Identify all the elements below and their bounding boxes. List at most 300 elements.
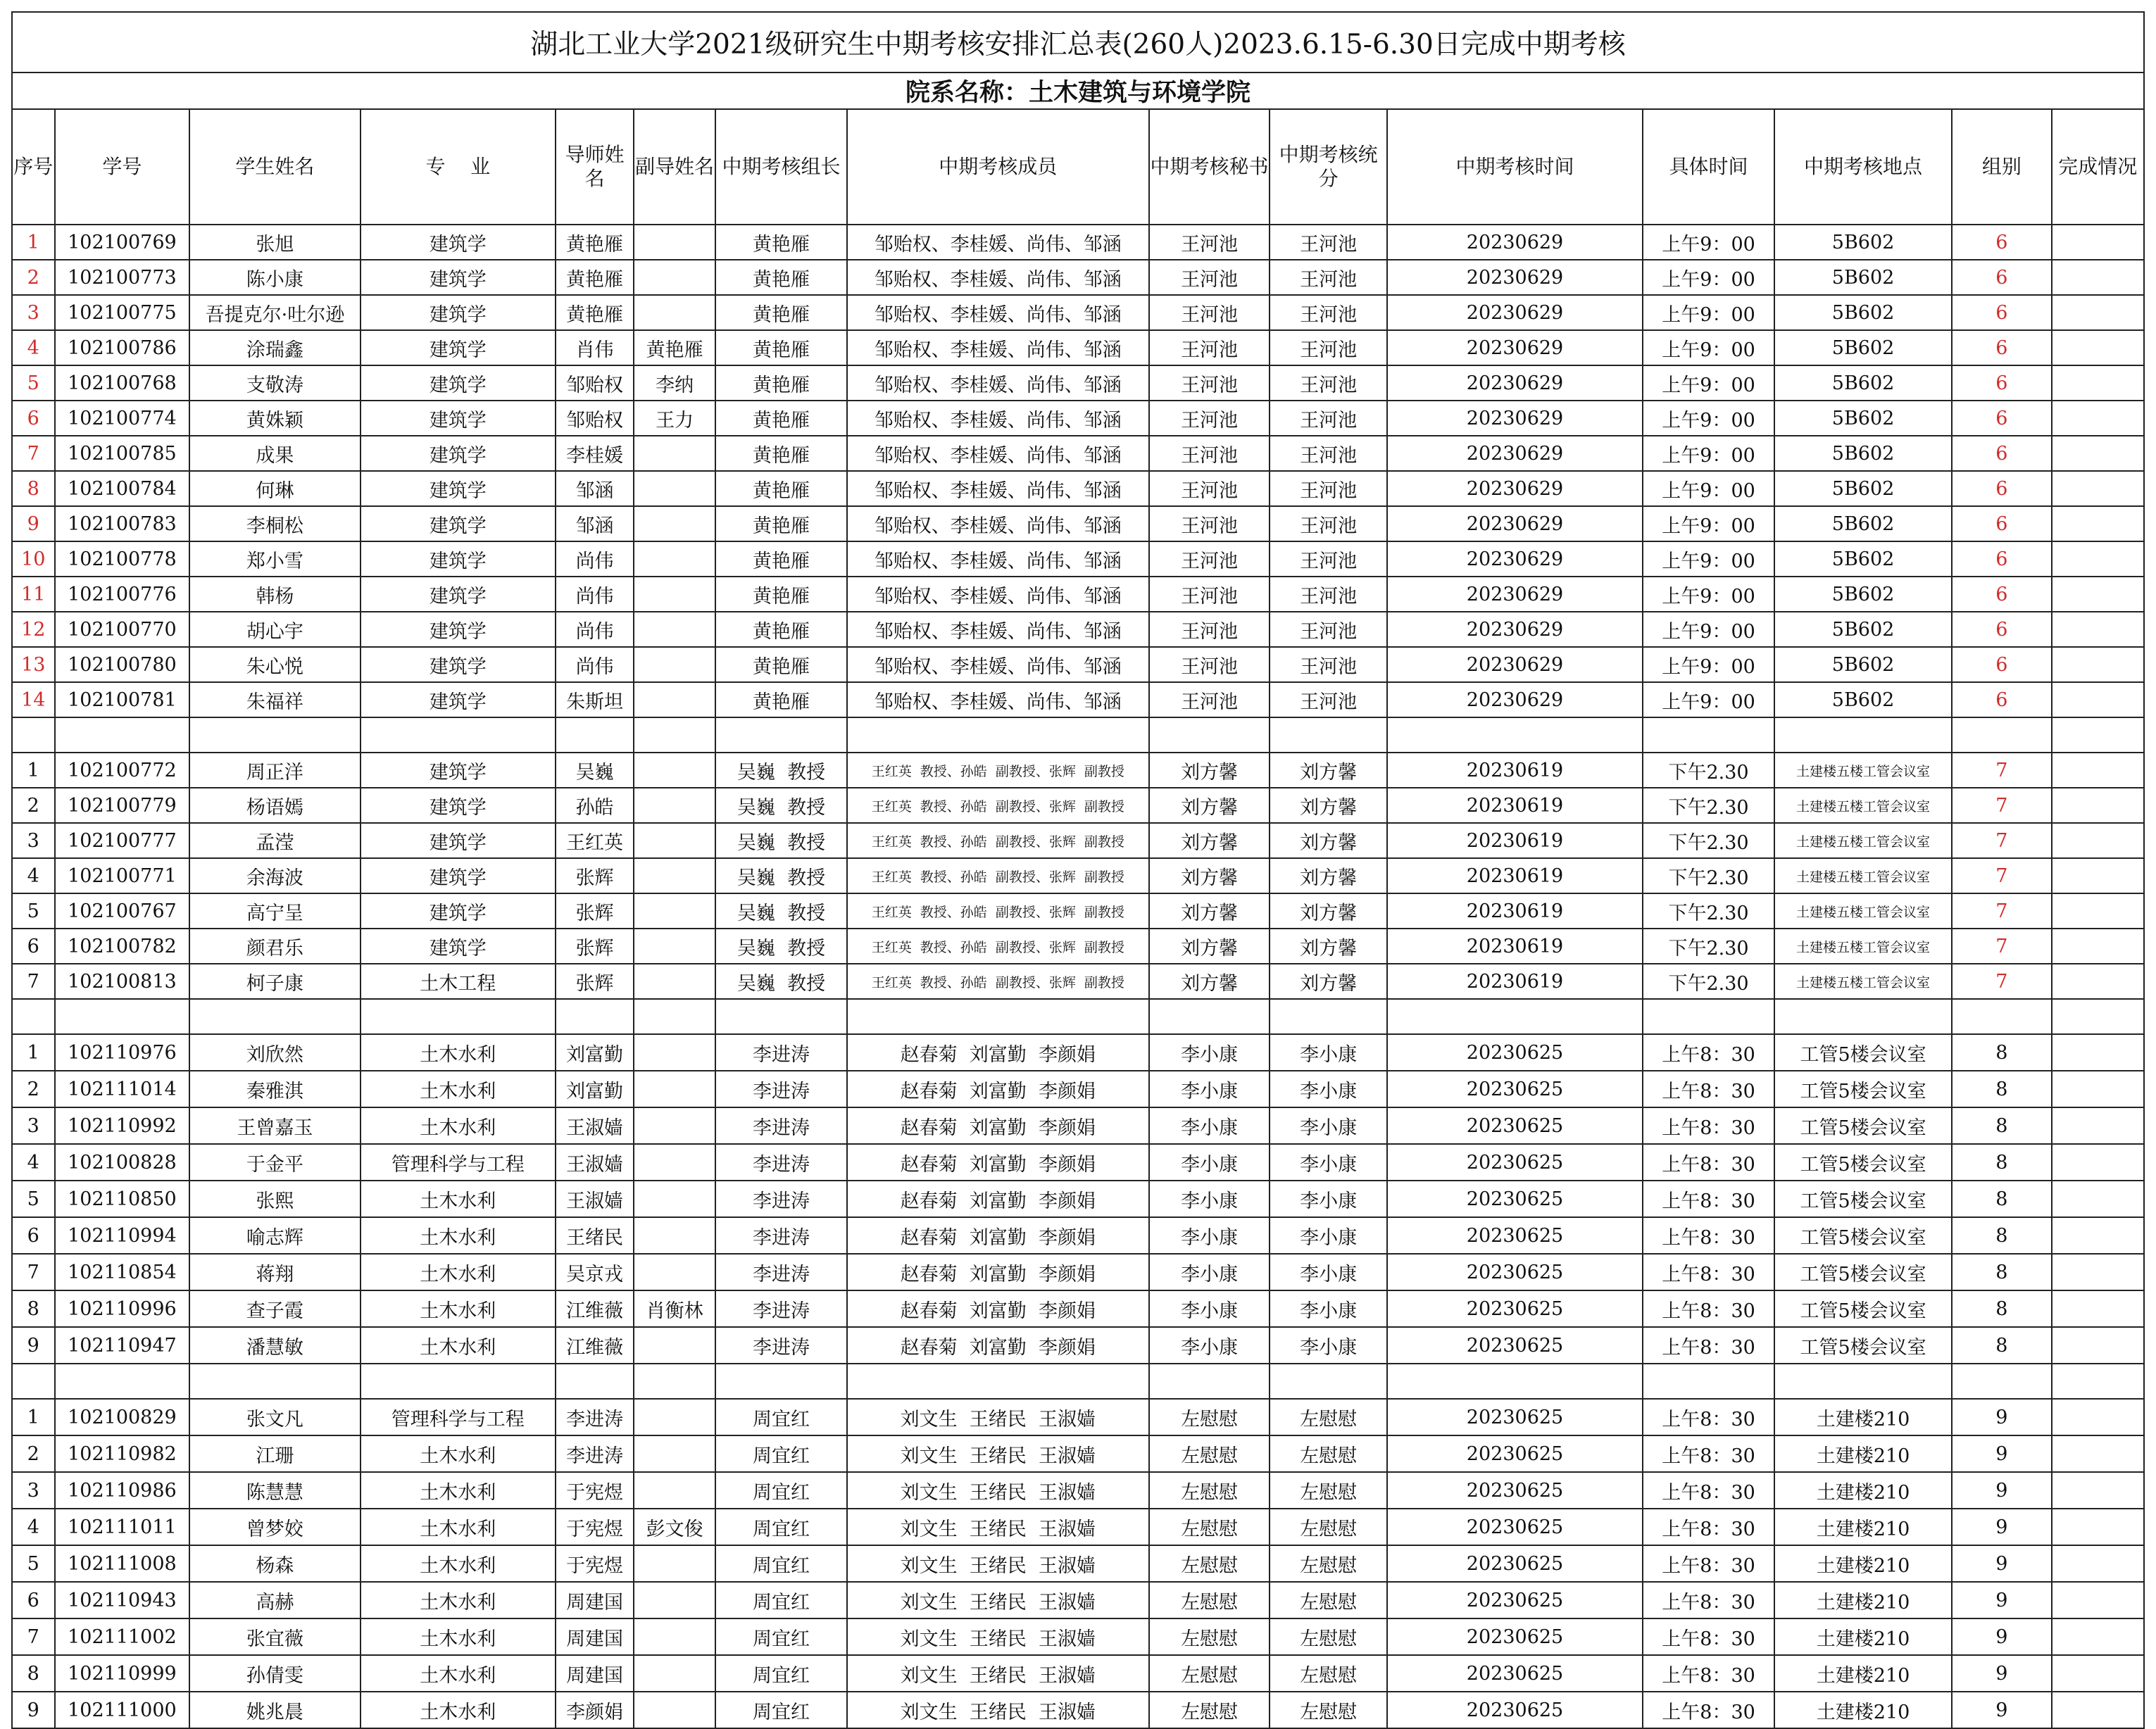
- members-cell: 刘文生 王绪民 王淑嫱: [847, 1618, 1149, 1655]
- table-row: [12, 1290, 2144, 1327]
- major-cell: 土木水利: [361, 1181, 556, 1217]
- secretary-cell: 左慰慰: [1149, 1618, 1270, 1655]
- time-cell: 上午8：30: [1643, 1181, 1774, 1217]
- date-cell: 20230625: [1387, 1582, 1643, 1618]
- table-row: [12, 647, 2144, 682]
- members-cell: 刘文生 王绪民 王淑嫱: [847, 1509, 1149, 1545]
- status-cell: [2052, 1435, 2145, 1472]
- time-cell: 下午2.30: [1643, 788, 1774, 823]
- student-name-cell: 孟滢: [189, 823, 360, 858]
- place-cell: 5B602: [1774, 471, 1952, 506]
- co-advisor-cell: [634, 929, 715, 964]
- status-cell: [2052, 1472, 2145, 1509]
- leader-cell: 周宜红: [715, 1509, 847, 1545]
- members-cell: 邹贻权、李桂媛、尚伟、邹涵: [847, 541, 1149, 577]
- seq-cell: 7: [12, 1254, 55, 1290]
- student-id-cell: 102100772: [55, 753, 190, 788]
- members-cell: 王红英 教授、孙皓 副教授、张辉 副教授: [847, 788, 1149, 823]
- secretary-cell: 王河池: [1149, 436, 1270, 471]
- student-id-cell: 102100828: [55, 1144, 190, 1181]
- table-row: [12, 929, 2144, 964]
- scorer-cell: 王河池: [1270, 295, 1387, 330]
- student-name-cell: 韩杨: [189, 577, 360, 612]
- student-id-cell: 102100777: [55, 823, 190, 858]
- major-cell: 土木水利: [361, 1034, 556, 1071]
- student-id-cell: 102100779: [55, 788, 190, 823]
- co-advisor-cell: [634, 893, 715, 929]
- group-cell: 8: [1952, 1290, 2051, 1327]
- major-cell: 土木水利: [361, 1107, 556, 1144]
- advisor-cell: 于宪煜: [556, 1545, 634, 1582]
- status-cell: [2052, 1692, 2145, 1728]
- group-cell: 7: [1952, 823, 2051, 858]
- advisor-cell: 王绪民: [556, 1217, 634, 1254]
- seq-cell: 3: [12, 1107, 55, 1144]
- co-advisor-cell: [634, 1071, 715, 1107]
- student-name-cell: 高赫: [189, 1582, 360, 1618]
- student-name-cell: 支敬涛: [189, 365, 360, 401]
- members-cell: 邹贻权、李桂媛、尚伟、邹涵: [847, 682, 1149, 717]
- seq-cell: 6: [12, 1217, 55, 1254]
- leader-cell: 李进涛: [715, 1107, 847, 1144]
- co-advisor-cell: [634, 1655, 715, 1692]
- time-cell: 下午2.30: [1643, 858, 1774, 893]
- empty-cell: [361, 1364, 556, 1399]
- major-cell: 建筑学: [361, 682, 556, 717]
- leader-cell: 李进涛: [715, 1327, 847, 1364]
- time-cell: 上午8：30: [1643, 1327, 1774, 1364]
- seq-cell: 1: [12, 225, 55, 260]
- major-cell: 建筑学: [361, 365, 556, 401]
- status-cell: [2052, 1655, 2145, 1692]
- status-cell: [2052, 225, 2145, 260]
- table-row: [12, 330, 2144, 365]
- co-advisor-cell: [634, 964, 715, 999]
- scorer-cell: 王河池: [1270, 541, 1387, 577]
- group-cell: 8: [1952, 1181, 2051, 1217]
- scorer-cell: 左慰慰: [1270, 1582, 1387, 1618]
- date-cell: 20230625: [1387, 1290, 1643, 1327]
- leader-cell: 黄艳雁: [715, 577, 847, 612]
- time-cell: 下午2.30: [1643, 929, 1774, 964]
- place-cell: 工管5楼会议室: [1774, 1217, 1952, 1254]
- student-id-cell: 102100774: [55, 401, 190, 436]
- spacer-row: [12, 999, 2144, 1034]
- secretary-cell: 李小康: [1149, 1144, 1270, 1181]
- time-cell: 上午8：30: [1643, 1217, 1774, 1254]
- empty-cell: [1270, 999, 1387, 1034]
- student-id-cell: 102111000: [55, 1692, 190, 1728]
- table-row: [12, 1254, 2144, 1290]
- advisor-cell: 周建国: [556, 1582, 634, 1618]
- scorer-cell: 李小康: [1270, 1034, 1387, 1071]
- time-cell: 上午9：00: [1643, 260, 1774, 295]
- advisor-cell: 邹涵: [556, 506, 634, 541]
- leader-cell: 黄艳雁: [715, 365, 847, 401]
- major-cell: 土木水利: [361, 1655, 556, 1692]
- date-cell: 20230619: [1387, 964, 1643, 999]
- empty-cell: [189, 717, 360, 753]
- place-cell: 土建楼210: [1774, 1509, 1952, 1545]
- secretary-cell: 王河池: [1149, 647, 1270, 682]
- place-cell: 土建楼210: [1774, 1435, 1952, 1472]
- group-cell: 7: [1952, 893, 2051, 929]
- advisor-cell: 黄艳雁: [556, 295, 634, 330]
- seq-cell: 8: [12, 1290, 55, 1327]
- co-advisor-cell: [634, 506, 715, 541]
- seq-cell: 11: [12, 577, 55, 612]
- status-cell: [2052, 1254, 2145, 1290]
- header-leader: 中期考核组长: [715, 109, 847, 225]
- leader-cell: 周宜红: [715, 1472, 847, 1509]
- secretary-cell: 王河池: [1149, 541, 1270, 577]
- student-name-cell: 高宁呈: [189, 893, 360, 929]
- date-cell: 20230625: [1387, 1509, 1643, 1545]
- leader-cell: 黄艳雁: [715, 612, 847, 647]
- seq-cell: 5: [12, 1181, 55, 1217]
- co-advisor-cell: [634, 1107, 715, 1144]
- date-cell: 20230625: [1387, 1472, 1643, 1509]
- major-cell: 建筑学: [361, 893, 556, 929]
- seq-cell: 9: [12, 1327, 55, 1364]
- time-cell: 上午9：00: [1643, 365, 1774, 401]
- status-cell: [2052, 260, 2145, 295]
- leader-cell: 黄艳雁: [715, 330, 847, 365]
- co-advisor-cell: 李纳: [634, 365, 715, 401]
- table-row: [12, 436, 2144, 471]
- place-cell: 工管5楼会议室: [1774, 1327, 1952, 1364]
- members-cell: 邹贻权、李桂媛、尚伟、邹涵: [847, 471, 1149, 506]
- scorer-cell: 刘方馨: [1270, 964, 1387, 999]
- leader-cell: 黄艳雁: [715, 506, 847, 541]
- secretary-cell: 左慰慰: [1149, 1472, 1270, 1509]
- spacer-row: [12, 1364, 2144, 1399]
- table-row: [12, 1692, 2144, 1728]
- student-id-cell: 102100769: [55, 225, 190, 260]
- date-cell: 20230625: [1387, 1217, 1643, 1254]
- time-cell: 上午9：00: [1643, 577, 1774, 612]
- place-cell: 5B602: [1774, 506, 1952, 541]
- advisor-cell: 张辉: [556, 893, 634, 929]
- date-cell: 20230625: [1387, 1618, 1643, 1655]
- table-row: [12, 1545, 2144, 1582]
- members-cell: 邹贻权、李桂媛、尚伟、邹涵: [847, 401, 1149, 436]
- secretary-cell: 左慰慰: [1149, 1545, 1270, 1582]
- empty-cell: [2052, 1364, 2145, 1399]
- secretary-cell: 刘方馨: [1149, 788, 1270, 823]
- scorer-cell: 左慰慰: [1270, 1618, 1387, 1655]
- members-cell: 刘文生 王绪民 王淑嫱: [847, 1399, 1149, 1435]
- co-advisor-cell: [634, 858, 715, 893]
- header-secretary: 中期考核秘书: [1149, 109, 1270, 225]
- group-cell: 7: [1952, 788, 2051, 823]
- student-id-cell: 102111014: [55, 1071, 190, 1107]
- advisor-cell: 王淑嫱: [556, 1144, 634, 1181]
- department-name: 院系名称：土木建筑与环境学院: [12, 73, 2144, 109]
- empty-cell: [1387, 1364, 1643, 1399]
- scorer-cell: 王河池: [1270, 401, 1387, 436]
- place-cell: 土建楼五楼工管会议室: [1774, 858, 1952, 893]
- group-cell: 6: [1952, 682, 2051, 717]
- student-name-cell: 吾提克尔·吐尔逊: [189, 295, 360, 330]
- scorer-cell: 李小康: [1270, 1217, 1387, 1254]
- empty-cell: [634, 999, 715, 1034]
- major-cell: 土木水利: [361, 1290, 556, 1327]
- scorer-cell: 王河池: [1270, 225, 1387, 260]
- empty-cell: [1952, 999, 2051, 1034]
- leader-cell: 黄艳雁: [715, 401, 847, 436]
- empty-cell: [715, 999, 847, 1034]
- secretary-cell: 刘方馨: [1149, 823, 1270, 858]
- group-cell: 6: [1952, 365, 2051, 401]
- empty-cell: [12, 717, 55, 753]
- place-cell: 工管5楼会议室: [1774, 1254, 1952, 1290]
- date-cell: 20230629: [1387, 330, 1643, 365]
- advisor-cell: 王淑嫱: [556, 1107, 634, 1144]
- seq-cell: 6: [12, 1582, 55, 1618]
- advisor-cell: 邹贻权: [556, 401, 634, 436]
- place-cell: 土建楼五楼工管会议室: [1774, 893, 1952, 929]
- advisor-cell: 张辉: [556, 929, 634, 964]
- major-cell: 建筑学: [361, 541, 556, 577]
- co-advisor-cell: [634, 1545, 715, 1582]
- co-advisor-cell: [634, 1144, 715, 1181]
- time-cell: 上午8：30: [1643, 1144, 1774, 1181]
- advisor-cell: 张辉: [556, 858, 634, 893]
- place-cell: 工管5楼会议室: [1774, 1181, 1952, 1217]
- time-cell: 上午8：30: [1643, 1655, 1774, 1692]
- leader-cell: 吴巍 教授: [715, 788, 847, 823]
- secretary-cell: 李小康: [1149, 1327, 1270, 1364]
- members-cell: 邹贻权、李桂媛、尚伟、邹涵: [847, 295, 1149, 330]
- scorer-cell: 左慰慰: [1270, 1655, 1387, 1692]
- schedule-table: [11, 11, 2145, 1729]
- table-row: [12, 1034, 2144, 1071]
- group-cell: 9: [1952, 1472, 2051, 1509]
- place-cell: 5B602: [1774, 295, 1952, 330]
- status-cell: [2052, 365, 2145, 401]
- student-name-cell: 江珊: [189, 1435, 360, 1472]
- major-cell: 建筑学: [361, 929, 556, 964]
- members-cell: 赵春菊 刘富勤 李颜娟: [847, 1217, 1149, 1254]
- advisor-cell: 于宪煜: [556, 1509, 634, 1545]
- secretary-cell: 王河池: [1149, 612, 1270, 647]
- table-row: [12, 893, 2144, 929]
- place-cell: 工管5楼会议室: [1774, 1107, 1952, 1144]
- empty-cell: [361, 999, 556, 1034]
- leader-cell: 周宜红: [715, 1545, 847, 1582]
- place-cell: 土建楼210: [1774, 1545, 1952, 1582]
- student-name-cell: 张旭: [189, 225, 360, 260]
- scorer-cell: 王河池: [1270, 647, 1387, 682]
- header-status: 完成情况: [2052, 109, 2145, 225]
- secretary-cell: 左慰慰: [1149, 1582, 1270, 1618]
- leader-cell: 吴巍 教授: [715, 893, 847, 929]
- place-cell: 土建楼210: [1774, 1692, 1952, 1728]
- empty-cell: [2052, 999, 2145, 1034]
- secretary-cell: 李小康: [1149, 1034, 1270, 1071]
- members-cell: 王红英 教授、孙皓 副教授、张辉 副教授: [847, 823, 1149, 858]
- table-row: [12, 1655, 2144, 1692]
- advisor-cell: 尚伟: [556, 612, 634, 647]
- empty-cell: [55, 999, 190, 1034]
- date-cell: 20230619: [1387, 858, 1643, 893]
- empty-cell: [361, 717, 556, 753]
- spreadsheet: [11, 11, 2145, 1729]
- table-row: [12, 1472, 2144, 1509]
- table-row: [12, 1327, 2144, 1364]
- status-cell: [2052, 823, 2145, 858]
- empty-cell: [1643, 999, 1774, 1034]
- group-cell: 9: [1952, 1435, 2051, 1472]
- leader-cell: 周宜红: [715, 1618, 847, 1655]
- members-cell: 刘文生 王绪民 王淑嫱: [847, 1655, 1149, 1692]
- members-cell: 赵春菊 刘富勤 李颜娟: [847, 1254, 1149, 1290]
- header-co-advisor: 副导姓名: [634, 109, 715, 225]
- date-cell: 20230625: [1387, 1435, 1643, 1472]
- empty-cell: [2052, 717, 2145, 753]
- co-advisor-cell: [634, 471, 715, 506]
- group-cell: 6: [1952, 260, 2051, 295]
- student-id-cell: 102100773: [55, 260, 190, 295]
- table-row: [12, 1107, 2144, 1144]
- members-cell: 刘文生 王绪民 王淑嫱: [847, 1545, 1149, 1582]
- time-cell: 上午8：30: [1643, 1254, 1774, 1290]
- empty-cell: [1270, 717, 1387, 753]
- co-advisor-cell: [634, 612, 715, 647]
- time-cell: 下午2.30: [1643, 823, 1774, 858]
- empty-cell: [1270, 1364, 1387, 1399]
- place-cell: 工管5楼会议室: [1774, 1071, 1952, 1107]
- time-cell: 下午2.30: [1643, 753, 1774, 788]
- advisor-cell: 王红英: [556, 823, 634, 858]
- empty-cell: [1774, 717, 1952, 753]
- group-cell: 7: [1952, 753, 2051, 788]
- page-title: 湖北工业大学2021级研究生中期考核安排汇总表(260人)2023.6.15-6.30日完成中期考核: [12, 12, 2144, 73]
- student-id-cell: 102110999: [55, 1655, 190, 1692]
- scorer-cell: 左慰慰: [1270, 1435, 1387, 1472]
- student-id-cell: 102100771: [55, 858, 190, 893]
- status-cell: [2052, 330, 2145, 365]
- leader-cell: 周宜红: [715, 1399, 847, 1435]
- scorer-cell: 李小康: [1270, 1290, 1387, 1327]
- status-cell: [2052, 1582, 2145, 1618]
- empty-cell: [556, 1364, 634, 1399]
- co-advisor-cell: 王力: [634, 401, 715, 436]
- table-row: [12, 1144, 2144, 1181]
- time-cell: 上午8：30: [1643, 1399, 1774, 1435]
- student-id-cell: 102100813: [55, 964, 190, 999]
- time-cell: 上午8：30: [1643, 1692, 1774, 1728]
- advisor-cell: 尚伟: [556, 577, 634, 612]
- members-cell: 邹贻权、李桂媛、尚伟、邹涵: [847, 612, 1149, 647]
- student-name-cell: 潘慧敏: [189, 1327, 360, 1364]
- place-cell: 5B602: [1774, 365, 1952, 401]
- secretary-cell: 王河池: [1149, 295, 1270, 330]
- place-cell: 工管5楼会议室: [1774, 1034, 1952, 1071]
- empty-cell: [847, 1364, 1149, 1399]
- major-cell: 建筑学: [361, 436, 556, 471]
- status-cell: [2052, 1071, 2145, 1107]
- student-id-cell: 102100775: [55, 295, 190, 330]
- members-cell: 刘文生 王绪民 王淑嫱: [847, 1472, 1149, 1509]
- scorer-cell: 刘方馨: [1270, 858, 1387, 893]
- scorer-cell: 刘方馨: [1270, 893, 1387, 929]
- student-id-cell: 102100829: [55, 1399, 190, 1435]
- group-cell: 9: [1952, 1582, 2051, 1618]
- place-cell: 土建楼210: [1774, 1399, 1952, 1435]
- header-student-id: 学号: [55, 109, 190, 225]
- leader-cell: 黄艳雁: [715, 647, 847, 682]
- status-cell: [2052, 858, 2145, 893]
- place-cell: 5B602: [1774, 401, 1952, 436]
- seq-cell: 7: [12, 1618, 55, 1655]
- leader-cell: 周宜红: [715, 1655, 847, 1692]
- co-advisor-cell: [634, 1034, 715, 1071]
- advisor-cell: 朱斯坦: [556, 682, 634, 717]
- leader-cell: 李进涛: [715, 1034, 847, 1071]
- leader-cell: 黄艳雁: [715, 541, 847, 577]
- status-cell: [2052, 612, 2145, 647]
- seq-cell: 1: [12, 1399, 55, 1435]
- scorer-cell: 李小康: [1270, 1327, 1387, 1364]
- date-cell: 20230625: [1387, 1327, 1643, 1364]
- members-cell: 邹贻权、李桂媛、尚伟、邹涵: [847, 225, 1149, 260]
- empty-cell: [715, 1364, 847, 1399]
- date-cell: 20230629: [1387, 471, 1643, 506]
- student-id-cell: 102100784: [55, 471, 190, 506]
- co-advisor-cell: [634, 682, 715, 717]
- seq-cell: 2: [12, 788, 55, 823]
- header-major: 专 业: [361, 109, 556, 225]
- co-advisor-cell: 黄艳雁: [634, 330, 715, 365]
- members-cell: 邹贻权、李桂媛、尚伟、邹涵: [847, 506, 1149, 541]
- scorer-cell: 左慰慰: [1270, 1545, 1387, 1582]
- group-cell: 9: [1952, 1618, 2051, 1655]
- advisor-cell: 孙皓: [556, 788, 634, 823]
- group-cell: 6: [1952, 506, 2051, 541]
- members-cell: 邹贻权、李桂媛、尚伟、邹涵: [847, 260, 1149, 295]
- table-row: [12, 1509, 2144, 1545]
- secretary-cell: 王河池: [1149, 577, 1270, 612]
- members-cell: 邹贻权、李桂媛、尚伟、邹涵: [847, 577, 1149, 612]
- group-cell: 6: [1952, 541, 2051, 577]
- empty-cell: [556, 717, 634, 753]
- place-cell: 土建楼210: [1774, 1655, 1952, 1692]
- empty-cell: [847, 717, 1149, 753]
- members-cell: 赵春菊 刘富勤 李颜娟: [847, 1327, 1149, 1364]
- leader-cell: 周宜红: [715, 1435, 847, 1472]
- group-cell: 7: [1952, 858, 2051, 893]
- table-row: [12, 1217, 2144, 1254]
- header-student-name: 学生姓名: [189, 109, 360, 225]
- leader-cell: 李进涛: [715, 1217, 847, 1254]
- leader-cell: 黄艳雁: [715, 471, 847, 506]
- student-name-cell: 黄姝颖: [189, 401, 360, 436]
- co-advisor-cell: [634, 753, 715, 788]
- leader-cell: 李进涛: [715, 1144, 847, 1181]
- header-group: 组别: [1952, 109, 2051, 225]
- group-cell: 8: [1952, 1217, 2051, 1254]
- major-cell: 土木水利: [361, 1071, 556, 1107]
- student-id-cell: 102110854: [55, 1254, 190, 1290]
- secretary-cell: 王河池: [1149, 506, 1270, 541]
- seq-cell: 10: [12, 541, 55, 577]
- place-cell: 5B602: [1774, 330, 1952, 365]
- seq-cell: 8: [12, 471, 55, 506]
- co-advisor-cell: 彭文俊: [634, 1509, 715, 1545]
- place-cell: 土建楼五楼工管会议室: [1774, 823, 1952, 858]
